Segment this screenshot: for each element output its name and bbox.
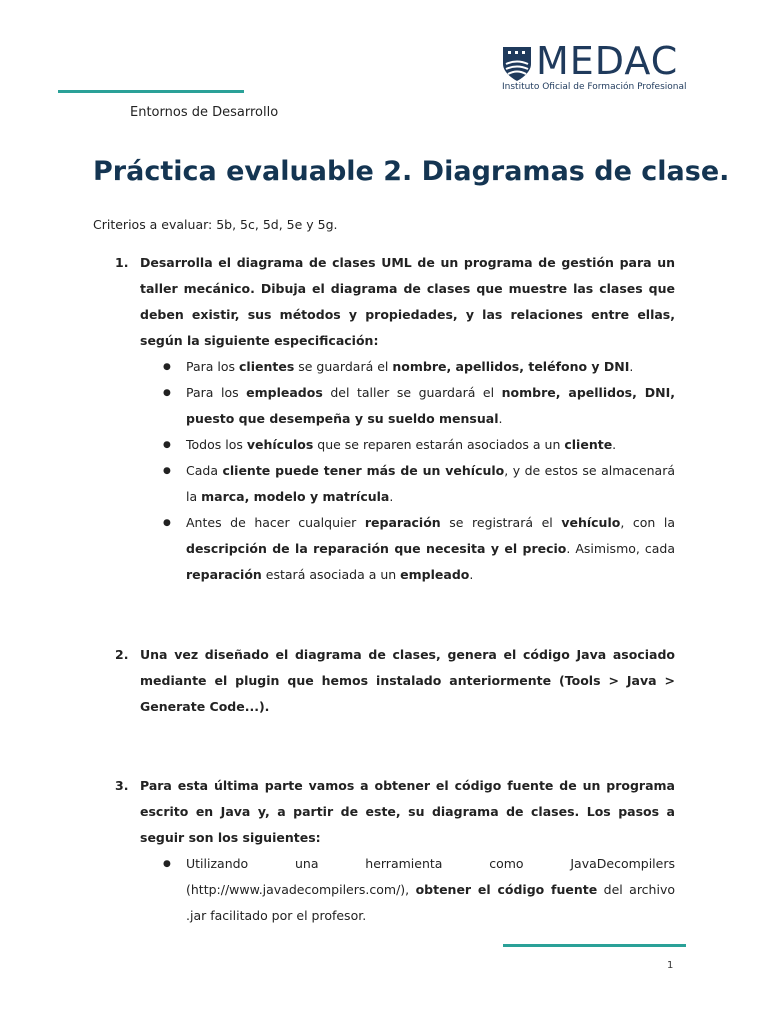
page-number: 1 <box>667 960 674 971</box>
subject-name: Entornos de Desarrollo <box>130 105 279 120</box>
logo-wordmark: MEDAC <box>536 39 679 83</box>
footer-accent-line <box>503 944 686 947</box>
medac-logo <box>502 39 694 94</box>
item-text: Una vez diseñado el diagrama de clases, genera el código Java asociado mediante el plugin que hemos instalado anteriormente (Tools > Java > Generate Code...). <box>140 647 675 714</box>
list-item <box>115 773 675 929</box>
item-number: 1. <box>115 255 129 270</box>
bullet-item: ● Todos los vehículos que se reparen estarán asociados a un cliente. <box>163 432 675 458</box>
bullet-item: ● Cada cliente puede tener más de un vehículo, y de estos se almacenará la marca, modelo y matrícula. <box>163 458 675 510</box>
item-text: Desarrolla el diagrama de clases UML de un programa de gestión para un taller mecánico. Dibuja el diagrama de clases que muestre las clases que deben existir, sus métodos y propiedades, y las relaciones entre ellas, según la siguiente especificación: <box>140 255 675 348</box>
item-text: Para esta última parte vamos a obtener el código fuente de un programa escrito en Java y, a partir de este, su diagrama de clases. Los pasos a seguir son los siguientes: <box>140 778 675 845</box>
item-number: 3. <box>115 778 129 793</box>
logo-tagline: Instituto Oficial de Formación Profesional <box>502 82 687 92</box>
bullet-item: ● Para los clientes se guardará el nombre, apellidos, teléfono y DNI. <box>163 354 675 380</box>
item-number: 2. <box>115 647 129 662</box>
list-item <box>115 250 675 588</box>
bullet-list <box>163 851 675 929</box>
list-item <box>115 642 675 720</box>
bullet-item: ● Utilizando una herramienta como JavaDecompilers (http://www.javadecompilers.com/), obtener el código fuente del archivo .jar facilitado por el profesor. <box>163 851 675 929</box>
bullet-list <box>163 354 675 588</box>
shield-icon <box>502 46 532 82</box>
bullet-item: ● Para los empleados del taller se guardará el nombre, apellidos, DNI, puesto que desempeña y su sueldo mensual. <box>163 380 675 432</box>
header-accent-line <box>58 90 244 93</box>
bullet-item: ● Antes de hacer cualquier reparación se registrará el vehículo, con la descripción de la reparación que necesita y el precio. Asimismo, cada reparación estará asociada a un empleado. <box>163 510 675 588</box>
page-title: Práctica evaluable 2. Diagramas de clase. <box>93 156 730 187</box>
criteria-text: Criterios a evaluar: 5b, 5c, 5d, 5e y 5g. <box>93 217 338 232</box>
